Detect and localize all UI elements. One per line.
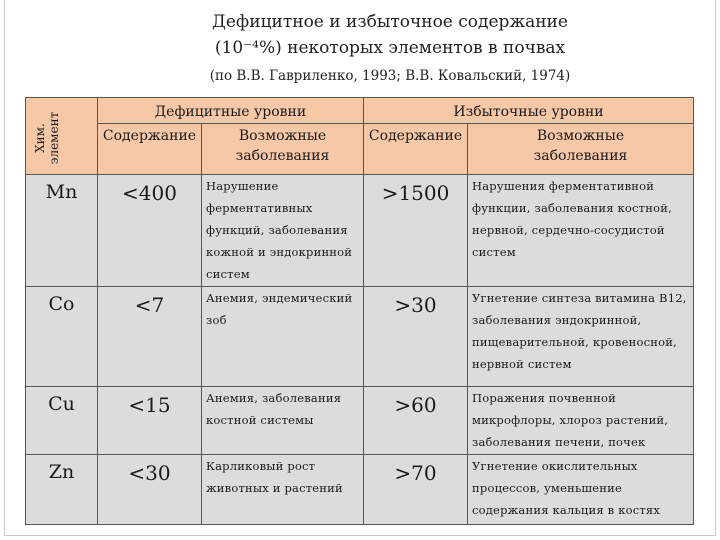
deficit-value-cell: <30 (98, 455, 202, 525)
excess-content-header: Содержание (364, 124, 468, 175)
element-header-line2: элемент (47, 111, 61, 165)
deficit-value-cell: <400 (98, 175, 202, 287)
element-cell: Cu (26, 387, 98, 455)
excess-value-cell: >30 (364, 287, 468, 387)
element-header-line1: Хим. (33, 123, 47, 153)
excess-value-cell: >70 (364, 455, 468, 525)
deficit-group-header: Дефицитные уровни (98, 98, 364, 124)
deficit-content-header: Содержание (98, 124, 202, 175)
excess-value-cell: >1500 (364, 175, 468, 287)
deficit-diseases-header: Возможные заболевания (202, 124, 364, 175)
page-title-line2: (10⁻⁴%) некоторых элементов в почвах (214, 38, 566, 58)
excess-diseases-header: Возможные заболевания (468, 124, 694, 175)
deficit-value-cell: <15 (98, 387, 202, 455)
header-row-columns (26, 124, 694, 175)
excess-diseases-cell: Угнетение синтеза витамина В12, заболевания эндокринной, пищеварительной, кровеносной, нервной систем (468, 287, 694, 387)
excess-group-header: Избыточные уровни (364, 98, 694, 124)
element-header-label (33, 98, 61, 178)
deficit-diseases-cell: Карликовый рост животных и растений (202, 455, 364, 525)
excess-diseases-cell: Поражения почвенной микрофлоры, хлороз растений, заболевания печени, почек (468, 387, 694, 455)
table-row (26, 175, 694, 287)
deficit-diseases-cell: Нарушение ферментативных функций, заболевания кожной и эндокринной систем (202, 175, 364, 287)
deficit-diseases-cell: Анемия, заболевания костной системы (202, 387, 364, 455)
element-cell: Co (26, 287, 98, 387)
page-title-line1: Дефицитное и избыточное содержание (212, 12, 568, 32)
table-row (26, 387, 694, 455)
source-subtitle: (по В.В. Гавриленко, 1993; В.В. Ковальский, 1974) (209, 68, 571, 84)
excess-diseases-cell: Нарушения ферментативной функции, заболевания костной, нервной, сердечно-сосудистой систем (468, 175, 694, 287)
excess-diseases-cell: Угнетение окислительных процессов, уменьшение содержания кальция в костях (468, 455, 694, 525)
elements-table (25, 97, 694, 525)
element-cell: Zn (26, 455, 98, 525)
element-cell: Mn (26, 175, 98, 287)
deficit-diseases-cell: Анемия, эндемический зоб (202, 287, 364, 387)
excess-value-cell: >60 (364, 387, 468, 455)
deficit-value-cell: <7 (98, 287, 202, 387)
table-row (26, 287, 694, 387)
element-header-cell (26, 98, 98, 175)
header-row-groups (26, 98, 694, 124)
table-row (26, 455, 694, 525)
